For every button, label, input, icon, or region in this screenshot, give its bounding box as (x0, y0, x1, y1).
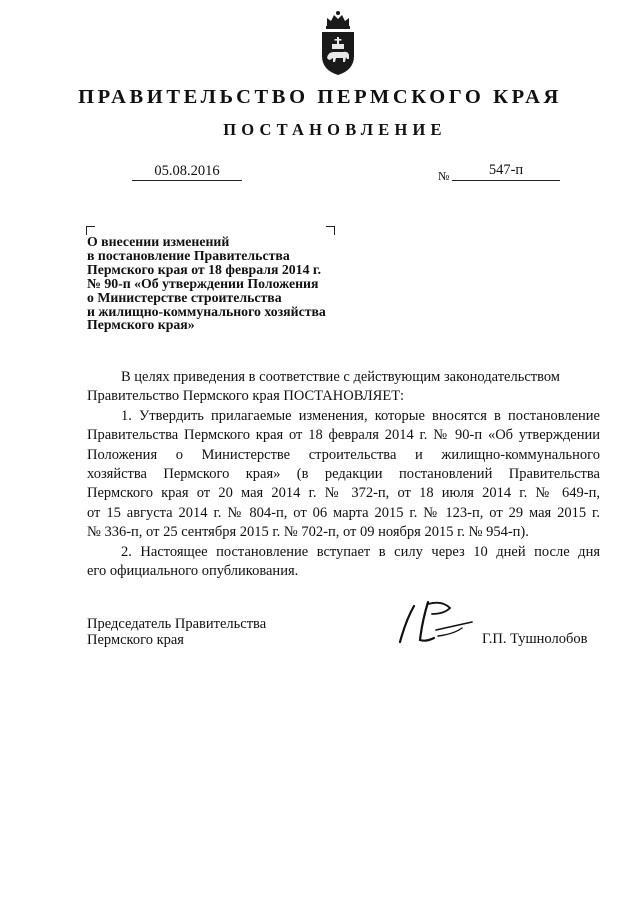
subject-line: О внесении изменений (87, 234, 230, 249)
document-body (87, 368, 600, 581)
subject-corner-right (326, 226, 335, 235)
body-line: № 336-п, от 25 сентября 2015 г. № 702-п, от 09 ноября 2015 г. № 954-п). (87, 524, 529, 541)
subject-line: в постановление Правительства (87, 247, 290, 263)
body-line: 2. Настоящее постановление вступает в силу через 10 дней после дня (121, 543, 600, 560)
org-title: ПРАВИТЕЛЬСТВО ПЕРМСКОГО КРАЯ (78, 86, 562, 108)
subject-line: Пермского края от 18 февраля 2014 г. (87, 261, 322, 277)
body-line: Пермского края от 20 мая 2014 г. № 372-п, от 18 июля 2014 г. № 649-п, (87, 485, 600, 502)
signer-position-line: Пермского края (87, 632, 184, 648)
body-line: хозяйства Пермского края» (в редакции постановлений Правительства (87, 466, 600, 483)
body-line: его официального опубликования. (87, 563, 299, 580)
date-underline (132, 180, 242, 181)
signer-position (87, 616, 266, 648)
subject-line: Пермского края» (87, 317, 195, 333)
paragraph-item-1 (87, 407, 600, 543)
body-line: Правительства Пермского края от 18 февраля 2014 г. № 90-п «Об утверждении (87, 427, 600, 444)
body-line: Положения о Министерстве строительства и жилищно-коммунального (87, 446, 600, 463)
signer-position-line: Председатель Правительства (87, 616, 267, 632)
number-underline (452, 180, 560, 181)
handwritten-signature (392, 598, 482, 648)
document-date: 05.08.2016 (154, 163, 220, 179)
signer-name: Г.П. Тушнолобов (482, 631, 588, 647)
body-line: Правительство Пермского края ПОСТАНОВЛЯЕТ: (87, 388, 405, 405)
coat-of-arms-icon (318, 10, 358, 76)
subject-line: № 90-п «Об утверждении Положения (87, 275, 319, 291)
body-line: от 15 августа 2014 г. № 804-п, от 06 марта 2015 г. № 123-п, от 29 мая 2015 г. (87, 504, 600, 521)
body-line: 1. Утвердить прилагаемые изменения, которые вносятся в постановление (121, 407, 600, 424)
body-line: В целях приведения в соответствие с действующим законодательством (121, 369, 560, 385)
document-subject (87, 235, 367, 332)
subject-line: и жилищно-коммунального хозяйства (87, 303, 326, 319)
paragraph-preamble (87, 368, 600, 407)
subject-line: о Министерстве строительства (87, 289, 282, 305)
number-sign: № (438, 169, 450, 183)
document-number: 547-п (488, 162, 524, 178)
document-type: ПОСТАНОВЛЕНИЕ (223, 120, 447, 139)
paragraph-item-2 (87, 543, 600, 582)
